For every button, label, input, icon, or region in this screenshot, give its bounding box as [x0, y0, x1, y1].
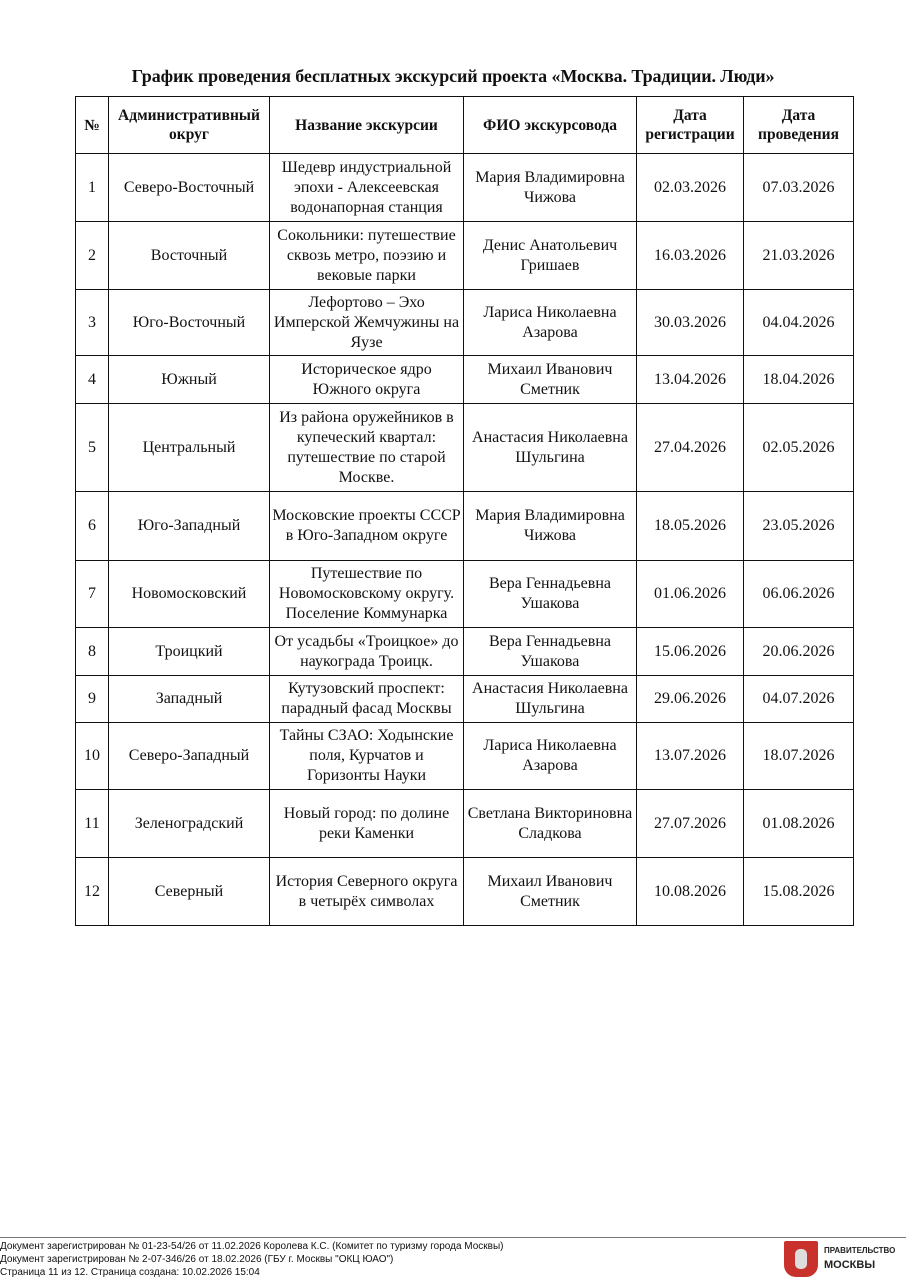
- registration-date-cell: 29.06.2026: [637, 676, 744, 723]
- event-date-cell: 15.08.2026: [744, 858, 854, 926]
- district-cell: Северо-Западный: [109, 723, 270, 790]
- registration-date-cell: 10.08.2026: [637, 858, 744, 926]
- event-date-cell: 18.07.2026: [744, 723, 854, 790]
- header-guide: ФИО экскурсовода: [464, 97, 637, 154]
- district-cell: Южный: [109, 356, 270, 404]
- district-cell: Троицкий: [109, 628, 270, 676]
- district-cell: Северный: [109, 858, 270, 926]
- table-header-row: [76, 97, 854, 154]
- table-row: [76, 154, 854, 222]
- row-number: 3: [76, 290, 109, 356]
- guide-cell: Анастасия Николаевна Шульгина: [464, 404, 637, 492]
- district-cell: Центральный: [109, 404, 270, 492]
- header-district: Административный округ: [109, 97, 270, 154]
- event-date-cell: 06.06.2026: [744, 561, 854, 628]
- table-row: [76, 356, 854, 404]
- registration-date-cell: 27.04.2026: [637, 404, 744, 492]
- event-date-cell: 21.03.2026: [744, 222, 854, 290]
- government-logo-text: [824, 1246, 895, 1271]
- moscow-coat-of-arms-icon: [784, 1241, 818, 1277]
- excursion-schedule-table: [75, 96, 854, 926]
- event-date-cell: 04.04.2026: [744, 290, 854, 356]
- row-number: 9: [76, 676, 109, 723]
- registration-date-cell: 13.07.2026: [637, 723, 744, 790]
- guide-cell: Мария Владимировна Чижова: [464, 492, 637, 561]
- event-date-cell: 04.07.2026: [744, 676, 854, 723]
- row-number: 4: [76, 356, 109, 404]
- table-row: [76, 790, 854, 858]
- registration-date-cell: 16.03.2026: [637, 222, 744, 290]
- guide-cell: Вера Геннадьевна Ушакова: [464, 628, 637, 676]
- event-date-cell: 01.08.2026: [744, 790, 854, 858]
- excursion-name-cell: Из района оружейников в купеческий квартал: путешествие по старой Москве.: [270, 404, 464, 492]
- logo-text-top: ПРАВИТЕЛЬСТВО: [824, 1246, 896, 1255]
- district-cell: Западный: [109, 676, 270, 723]
- district-cell: Зеленоградский: [109, 790, 270, 858]
- row-number: 5: [76, 404, 109, 492]
- header-event-date: Дата проведения: [744, 97, 854, 154]
- event-date-cell: 18.04.2026: [744, 356, 854, 404]
- excursion-name-cell: Лефортово – Эхо Имперской Жемчужины на Яузе: [270, 290, 464, 356]
- district-cell: Юго-Восточный: [109, 290, 270, 356]
- event-date-cell: 07.03.2026: [744, 154, 854, 222]
- excursion-name-cell: Историческое ядро Южного округа: [270, 356, 464, 404]
- registration-date-cell: 01.06.2026: [637, 561, 744, 628]
- guide-cell: Лариса Николаевна Азарова: [464, 723, 637, 790]
- event-date-cell: 23.05.2026: [744, 492, 854, 561]
- table-row: [76, 676, 854, 723]
- registration-date-cell: 15.06.2026: [637, 628, 744, 676]
- row-number: 2: [76, 222, 109, 290]
- header-number: №: [76, 97, 109, 154]
- header-excursion-name: Название экскурсии: [270, 97, 464, 154]
- header-registration-date: Дата регистрации: [637, 97, 744, 154]
- table-row: [76, 404, 854, 492]
- guide-cell: Денис Анатольевич Гришаев: [464, 222, 637, 290]
- table-row: [76, 858, 854, 926]
- guide-cell: Михаил Иванович Сметник: [464, 356, 637, 404]
- excursion-name-cell: Новый город: по долине реки Каменки: [270, 790, 464, 858]
- registration-footer: [0, 1237, 906, 1279]
- registration-date-cell: 27.07.2026: [637, 790, 744, 858]
- event-date-cell: 02.05.2026: [744, 404, 854, 492]
- row-number: 10: [76, 723, 109, 790]
- table-row: [76, 492, 854, 561]
- footer-line-2: Документ зарегистрирован № 2-07-346/26 от 18.02.2026 (ГБУ г. Москвы "ОКЦ ЮАО"): [0, 1254, 394, 1265]
- row-number: 7: [76, 561, 109, 628]
- footer-line-1: Документ зарегистрирован № 01-23-54/26 от 11.02.2026 Королева К.С. (Комитет по туризму города Москвы): [0, 1241, 504, 1252]
- excursion-name-cell: Московские проекты СССР в Юго-Западном округе: [270, 492, 464, 561]
- district-cell: Юго-Западный: [109, 492, 270, 561]
- guide-cell: Михаил Иванович Сметник: [464, 858, 637, 926]
- row-number: 8: [76, 628, 109, 676]
- event-date-cell: 20.06.2026: [744, 628, 854, 676]
- excursion-name-cell: Путешествие по Новомосковскому округу. Поселение Коммунарка: [270, 561, 464, 628]
- table-row: [76, 628, 854, 676]
- registration-date-cell: 18.05.2026: [637, 492, 744, 561]
- row-number: 12: [76, 858, 109, 926]
- table-row: [76, 561, 854, 628]
- guide-cell: Лариса Николаевна Азарова: [464, 290, 637, 356]
- excursion-name-cell: Тайны СЗАО: Ходынские поля, Курчатов и Горизонты Науки: [270, 723, 464, 790]
- table-row: [76, 222, 854, 290]
- page-title: График проведения бесплатных экскурсий проекта «Москва. Традиции. Люди»: [131, 66, 775, 86]
- registration-date-cell: 13.04.2026: [637, 356, 744, 404]
- district-cell: Северо-Восточный: [109, 154, 270, 222]
- district-cell: Восточный: [109, 222, 270, 290]
- logo-text-bottom: МОСКВЫ: [824, 1259, 876, 1271]
- registration-date-cell: 30.03.2026: [637, 290, 744, 356]
- district-cell: Новомосковский: [109, 561, 270, 628]
- row-number: 11: [76, 790, 109, 858]
- guide-cell: Мария Владимировна Чижова: [464, 154, 637, 222]
- guide-cell: Вера Геннадьевна Ушакова: [464, 561, 637, 628]
- row-number: 6: [76, 492, 109, 561]
- table-row: [76, 723, 854, 790]
- guide-cell: Анастасия Николаевна Шульгина: [464, 676, 637, 723]
- excursion-name-cell: Кутузовский проспект: парадный фасад Москвы: [270, 676, 464, 723]
- registration-date-cell: 02.03.2026: [637, 154, 744, 222]
- footer-line-3: Страница 11 из 12. Страница создана: 10.02.2026 15:04: [0, 1267, 260, 1278]
- row-number: 1: [76, 154, 109, 222]
- excursion-name-cell: Сокольники: путешествие сквозь метро, поэзию и вековые парки: [270, 222, 464, 290]
- excursion-name-cell: История Северного округа в четырёх символах: [270, 858, 464, 926]
- excursion-name-cell: От усадьбы «Троицкое» до наукограда Троицк.: [270, 628, 464, 676]
- excursion-name-cell: Шедевр индустриальной эпохи - Алексеевская водонапорная станция: [270, 154, 464, 222]
- table-row: [76, 290, 854, 356]
- guide-cell: Светлана Викториновна Сладкова: [464, 790, 637, 858]
